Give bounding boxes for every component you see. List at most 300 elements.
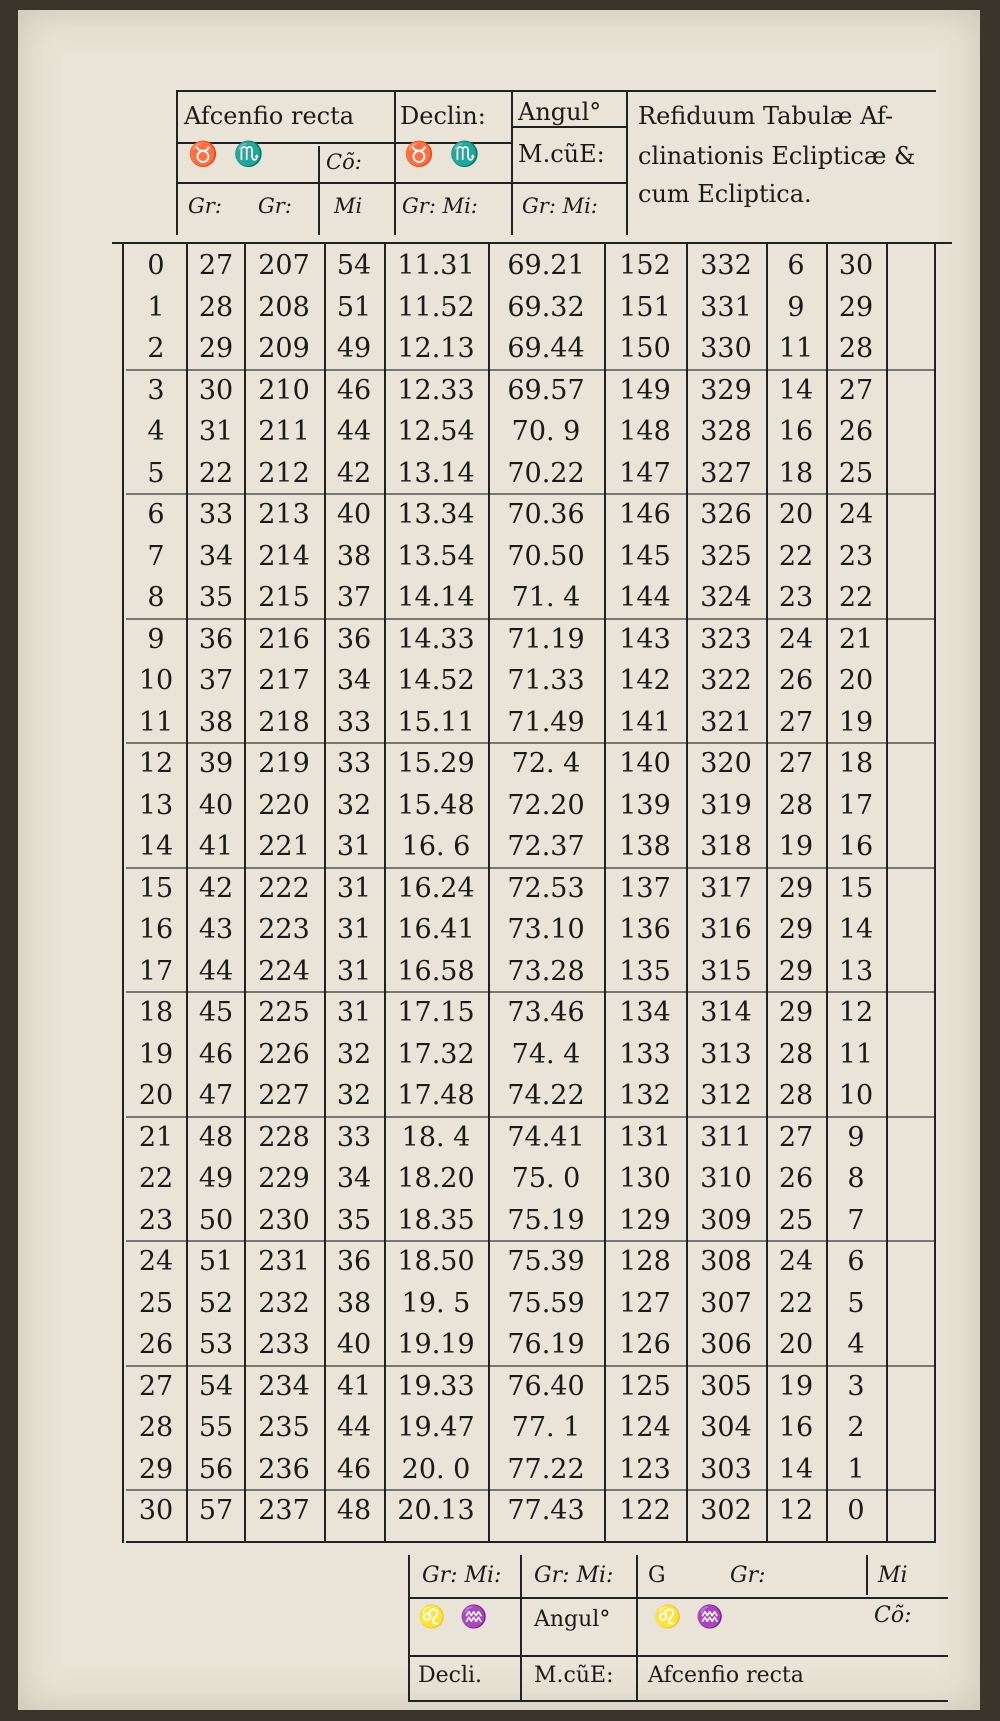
table-cell: 28: [778, 1038, 814, 1070]
table-cell: 18.20: [397, 1163, 475, 1194]
table-cell: 218: [258, 706, 310, 738]
table-cell: 7: [847, 1204, 865, 1236]
table-cell: 17.15: [397, 997, 475, 1028]
table-cell: 40: [336, 1329, 372, 1360]
table-cell: 310: [700, 1163, 752, 1194]
table-cell: 321: [700, 706, 752, 738]
table-cell: 14.14: [397, 582, 475, 613]
book-page: [18, 10, 980, 1710]
table-row: [126, 956, 936, 992]
table-footer: [408, 1555, 948, 1705]
table-cell: 76.19: [507, 1329, 585, 1360]
table-cell: 11: [838, 1038, 874, 1070]
table-cell: 26: [838, 416, 874, 447]
table-cell: 38: [198, 706, 234, 738]
table-cell: 236: [258, 1453, 310, 1485]
table-cell: 11.52: [397, 291, 475, 323]
table-cell: 323: [700, 623, 752, 655]
table-cell: 13.14: [397, 457, 475, 489]
group-rule: [126, 991, 936, 993]
table-cell: 16: [138, 914, 174, 945]
table-cell: 219: [258, 748, 310, 779]
group-rule: [126, 742, 936, 744]
table-cell: 53: [198, 1329, 234, 1360]
table-cell: 16.58: [397, 955, 475, 987]
table-cell: 152: [619, 250, 671, 281]
table-cell: 34: [336, 665, 372, 696]
table-cell: 19: [778, 1370, 814, 1402]
table-cell: 44: [198, 955, 234, 987]
table-row: [126, 1288, 936, 1324]
table-cell: 217: [258, 665, 310, 696]
footer-gr-mi-declination: Gr: Mi:: [422, 1563, 502, 1588]
table-cell: 123: [619, 1453, 671, 1485]
table-cell: 151: [619, 291, 671, 323]
table-cell: 210: [258, 374, 310, 406]
footer-g: G: [648, 1563, 666, 1588]
table-cell: 72.53: [507, 872, 585, 904]
table-row: [126, 416, 936, 452]
table-cell: 140: [619, 748, 671, 779]
table-cell: 24: [778, 1246, 814, 1277]
table-bottom-rule: [126, 1541, 936, 1543]
table-cell: 30: [138, 1495, 174, 1526]
table-cell: 12.54: [397, 416, 475, 447]
table-cell: 13.54: [397, 540, 475, 572]
table-cell: 125: [619, 1370, 671, 1402]
table-cell: 149: [619, 374, 671, 406]
table-cell: 135: [619, 955, 671, 987]
table-cell: 20: [138, 1080, 174, 1111]
table-row: [126, 541, 936, 577]
table-cell: 44: [336, 416, 372, 447]
table-cell: 19.19: [397, 1329, 475, 1360]
table-row: [126, 1246, 936, 1282]
table-cell: 1: [847, 1453, 865, 1485]
table-cell: 36: [336, 623, 372, 655]
table-cell: 74. 4: [511, 1038, 581, 1070]
table-cell: 22: [138, 1163, 174, 1194]
table-cell: 31: [336, 831, 372, 862]
table-cell: 309: [700, 1204, 752, 1236]
table-cell: 14.33: [397, 623, 475, 655]
table-cell: 27: [198, 250, 234, 281]
table-cell: 312: [700, 1080, 752, 1111]
table-cell: 303: [700, 1453, 752, 1485]
table-cell: 48: [198, 1121, 234, 1153]
group-rule: [126, 369, 936, 371]
table-cell: 131: [619, 1121, 671, 1153]
table-cell: 69.57: [507, 374, 585, 406]
group-rule: [126, 1365, 936, 1367]
table-cell: 329: [700, 374, 752, 406]
table-cell: 20. 0: [401, 1453, 471, 1485]
table-cell: 26: [778, 665, 814, 696]
footer-m-cum-e: M.cũE:: [534, 1663, 614, 1688]
table-cell: 14: [838, 914, 874, 945]
table-cell: 31: [336, 914, 372, 945]
table-cell: 325: [700, 540, 752, 572]
footer-declination: Decli.: [418, 1663, 483, 1688]
table-cell: 32: [336, 1080, 372, 1111]
table-cell: 145: [619, 540, 671, 572]
footer-mi: Mi: [878, 1563, 908, 1588]
table-cell: 29: [778, 914, 814, 945]
table-cell: 25: [138, 1287, 174, 1319]
table-row: [126, 665, 936, 701]
table-cell: 24: [838, 499, 874, 530]
table-cell: 35: [336, 1204, 372, 1236]
header-gr-mi-angle: Gr: Mi:: [522, 194, 598, 218]
table-row: [126, 1454, 936, 1490]
header-ascensio-recta: Afcenfio recta: [184, 102, 355, 130]
table-cell: 14.52: [397, 665, 475, 696]
table-cell: 15.29: [397, 748, 475, 779]
table-cell: 212: [258, 457, 310, 489]
footer-gr: Gr:: [730, 1563, 766, 1588]
table-cell: 129: [619, 1204, 671, 1236]
table-cell: 18: [838, 748, 874, 779]
group-rule: [126, 618, 936, 620]
table-cell: 31: [198, 416, 234, 447]
table-cell: 316: [700, 914, 752, 945]
table-cell: 132: [619, 1080, 671, 1111]
table-row: [126, 873, 936, 909]
table-cell: 314: [700, 997, 752, 1028]
table-cell: 36: [198, 623, 234, 655]
table-cell: 71. 4: [511, 582, 581, 613]
table-cell: 146: [619, 499, 671, 530]
table-cell: 11: [778, 333, 814, 364]
table-cell: 11: [138, 706, 174, 738]
table-cell: 24: [778, 623, 814, 655]
table-cell: 28: [138, 1412, 174, 1443]
table-cell: 225: [258, 997, 310, 1028]
table-cell: 19: [778, 831, 814, 862]
table-cell: 73.28: [507, 955, 585, 987]
table-cell: 31: [336, 872, 372, 904]
header-gr-mi-declination: Gr: Mi:: [402, 194, 478, 218]
table-cell: 207: [258, 250, 310, 281]
table-cell: 124: [619, 1412, 671, 1443]
table-cell: 69.32: [507, 291, 585, 323]
table-cell: 19: [838, 706, 874, 738]
table-cell: 15: [138, 872, 174, 904]
table-cell: 234: [258, 1370, 310, 1402]
table-cell: 0: [847, 1495, 865, 1526]
table-cell: 72.20: [507, 789, 585, 821]
table-row: [126, 1329, 936, 1365]
table-cell: 70. 9: [511, 416, 581, 447]
table-cell: 27: [778, 1121, 814, 1153]
table-cell: 142: [619, 665, 671, 696]
table-cell: 75.59: [507, 1287, 585, 1319]
table-cell: 10: [838, 1080, 874, 1111]
table-cell: 233: [258, 1329, 310, 1360]
table-cell: 72.37: [507, 831, 585, 862]
table-cell: 16. 6: [401, 831, 471, 862]
table-cell: 54: [198, 1370, 234, 1402]
table-cell: 229: [258, 1163, 310, 1194]
table-cell: 320: [700, 748, 752, 779]
table-cell: 224: [258, 955, 310, 987]
footer-ascensio-recta: Afcenfio recta: [648, 1663, 804, 1688]
table-cell: 54: [336, 250, 372, 281]
table-cell: 209: [258, 333, 310, 364]
table-cell: 315: [700, 955, 752, 987]
table-cell: 18.50: [397, 1246, 475, 1277]
table-cell: 319: [700, 789, 752, 821]
table-cell: 41: [336, 1370, 372, 1402]
table-cell: 331: [700, 291, 752, 323]
table-cell: 70.36: [507, 499, 585, 530]
header-residuum-line3: cum Ecliptica.: [638, 180, 812, 208]
table-cell: 71.33: [507, 665, 585, 696]
table-cell: 72. 4: [511, 748, 581, 779]
group-rule: [126, 1240, 936, 1242]
table-cell: 15: [838, 872, 874, 904]
table-cell: 17: [138, 955, 174, 987]
table-cell: 150: [619, 333, 671, 364]
table-cell: 128: [619, 1246, 671, 1277]
table-cell: 5: [847, 1287, 865, 1319]
table-cell: 17: [838, 789, 874, 821]
table-cell: 39: [198, 748, 234, 779]
table-cell: 322: [700, 665, 752, 696]
table-cell: 220: [258, 789, 310, 821]
table-cell: 69.44: [507, 333, 585, 364]
table-row: [126, 582, 936, 618]
table-row: [126, 914, 936, 950]
table-cell: 13: [138, 789, 174, 821]
table-row: [126, 1080, 936, 1116]
table-cell: 26: [138, 1329, 174, 1360]
table-cell: 21: [838, 623, 874, 655]
table-cell: 74.41: [507, 1121, 585, 1153]
table-cell: 49: [336, 333, 372, 364]
table-cell: 12: [138, 748, 174, 779]
table-cell: 318: [700, 831, 752, 862]
table-cell: 18. 4: [401, 1121, 471, 1153]
table-row: [126, 499, 936, 535]
leo-aquarius-asc-sign-icon: ♌ ♒: [654, 1605, 728, 1630]
table-cell: 16: [778, 1412, 814, 1443]
table-cell: 38: [336, 1287, 372, 1319]
table-cell: 16.41: [397, 914, 475, 945]
table-cell: 137: [619, 872, 671, 904]
table-cell: 18: [138, 997, 174, 1028]
table-row: [126, 1122, 936, 1158]
table-cell: 235: [258, 1412, 310, 1443]
table-cell: 40: [198, 789, 234, 821]
table-row: [126, 1205, 936, 1241]
table-row: [126, 624, 936, 660]
table-cell: 22: [198, 457, 234, 489]
table-cell: 77. 1: [511, 1412, 581, 1443]
group-rule: [126, 1489, 936, 1491]
table-cell: 18.35: [397, 1204, 475, 1236]
table-cell: 33: [198, 499, 234, 530]
table-cell: 304: [700, 1412, 752, 1443]
table-cell: 71.19: [507, 623, 585, 655]
table-cell: 75.19: [507, 1204, 585, 1236]
table-cell: 307: [700, 1287, 752, 1319]
table-cell: 227: [258, 1080, 310, 1111]
table-cell: 214: [258, 540, 310, 572]
table-cell: 50: [198, 1204, 234, 1236]
table-cell: 317: [700, 872, 752, 904]
table-row: [126, 1412, 936, 1448]
taurus-scorpio-sign-icon: ♉ ♏: [188, 140, 268, 168]
table-cell: 12: [838, 997, 874, 1028]
leo-aquarius-sign-icon: ♌ ♒: [418, 1605, 492, 1630]
table-cell: 7: [147, 540, 165, 572]
table-cell: 330: [700, 333, 752, 364]
table-row: [126, 831, 936, 867]
table-cell: 208: [258, 291, 310, 323]
table-cell: 6: [847, 1246, 865, 1277]
table-cell: 14: [138, 831, 174, 862]
table-cell: 20: [778, 1329, 814, 1360]
table-cell: 28: [778, 1080, 814, 1111]
table-cell: 2: [147, 333, 165, 364]
table-cell: 14: [778, 374, 814, 406]
table-cell: 26: [778, 1163, 814, 1194]
table-cell: 12: [778, 1495, 814, 1526]
table-cell: 37: [198, 665, 234, 696]
table-cell: 27: [838, 374, 874, 406]
header-angulus: Angul°: [518, 98, 602, 126]
table-cell: 133: [619, 1038, 671, 1070]
table-row: [126, 333, 936, 369]
table-cell: 16.24: [397, 872, 475, 904]
table-cell: 73.10: [507, 914, 585, 945]
table-cell: 29: [778, 955, 814, 987]
table-cell: 327: [700, 457, 752, 489]
table-cell: 46: [336, 1453, 372, 1485]
table-cell: 230: [258, 1204, 310, 1236]
table-cell: 46: [336, 374, 372, 406]
table-cell: 10: [138, 665, 174, 696]
table-cell: 40: [336, 499, 372, 530]
table-cell: 22: [778, 540, 814, 572]
table-cell: 33: [336, 748, 372, 779]
table-cell: 30: [198, 374, 234, 406]
table-cell: 22: [838, 582, 874, 613]
table-cell: 0: [147, 250, 165, 281]
table-cell: 17.32: [397, 1038, 475, 1070]
table-cell: 43: [198, 914, 234, 945]
table-row: [126, 292, 936, 328]
header-m-cum-e: M.cũE:: [518, 140, 605, 168]
table-row: [126, 1495, 936, 1531]
table-cell: 311: [700, 1121, 752, 1153]
table-cell: 47: [198, 1080, 234, 1111]
table-cell: 4: [147, 416, 165, 447]
table-cell: 28: [838, 333, 874, 364]
table-cell: 31: [336, 997, 372, 1028]
table-cell: 19: [138, 1038, 174, 1070]
table-cell: 32: [336, 789, 372, 821]
table-cell: 75. 0: [511, 1163, 581, 1194]
table-cell: 27: [138, 1370, 174, 1402]
table-cell: 33: [336, 706, 372, 738]
table-cell: 46: [198, 1038, 234, 1070]
table-cell: 232: [258, 1287, 310, 1319]
table-cell: 211: [258, 416, 310, 447]
table-cell: 57: [198, 1495, 234, 1526]
table-cell: 144: [619, 582, 671, 613]
table-row: [126, 748, 936, 784]
table-cell: 213: [258, 499, 310, 530]
declination-sign-icon: ♉ ♏: [404, 140, 484, 168]
table-header: [176, 90, 936, 240]
table-cell: 141: [619, 706, 671, 738]
table-cell: 37: [336, 582, 372, 613]
table-cell: 21: [138, 1121, 174, 1153]
table-cell: 9: [847, 1121, 865, 1153]
table-cell: 20: [838, 665, 874, 696]
header-gr-1: Gr:: [188, 194, 222, 218]
table-cell: 13.34: [397, 499, 475, 530]
table-row: [126, 1163, 936, 1199]
table-cell: 28: [198, 291, 234, 323]
group-rule: [126, 867, 936, 869]
table-cell: 226: [258, 1038, 310, 1070]
footer-complement: Cõ:: [874, 1603, 912, 1628]
table-cell: 56: [198, 1453, 234, 1485]
table-cell: 228: [258, 1121, 310, 1153]
table-left-rule: [122, 244, 124, 1543]
table-cell: 16: [838, 831, 874, 862]
group-rule: [126, 1116, 936, 1118]
header-gr-2: Gr:: [258, 194, 292, 218]
table-cell: 34: [198, 540, 234, 572]
table-cell: 12.13: [397, 333, 475, 364]
table-cell: 42: [336, 457, 372, 489]
table-cell: 324: [700, 582, 752, 613]
table-cell: 18: [778, 457, 814, 489]
table-cell: 139: [619, 789, 671, 821]
table-cell: 134: [619, 997, 671, 1028]
table-cell: 42: [198, 872, 234, 904]
table-cell: 126: [619, 1329, 671, 1360]
table-cell: 13: [838, 955, 874, 987]
table-cell: 9: [787, 291, 805, 323]
table-cell: 215: [258, 582, 310, 613]
table-cell: 20: [778, 499, 814, 530]
table-cell: 24: [138, 1246, 174, 1277]
table-cell: 73.46: [507, 997, 585, 1028]
table-cell: 302: [700, 1495, 752, 1526]
table-cell: 20.13: [397, 1495, 475, 1526]
footer-angulus: Angul°: [534, 1607, 611, 1632]
table-cell: 19.33: [397, 1370, 475, 1402]
table-cell: 143: [619, 623, 671, 655]
table-cell: 74.22: [507, 1080, 585, 1111]
table-cell: 223: [258, 914, 310, 945]
table-cell: 38: [336, 540, 372, 572]
table-cell: 69.21: [507, 250, 585, 281]
table-cell: 29: [778, 872, 814, 904]
table-cell: 306: [700, 1329, 752, 1360]
table-cell: 19. 5: [401, 1287, 471, 1319]
table-cell: 19.47: [397, 1412, 475, 1443]
table-cell: 3: [847, 1370, 865, 1402]
table-cell: 1: [147, 291, 165, 323]
table-cell: 70.22: [507, 457, 585, 489]
table-cell: 30: [838, 250, 874, 281]
